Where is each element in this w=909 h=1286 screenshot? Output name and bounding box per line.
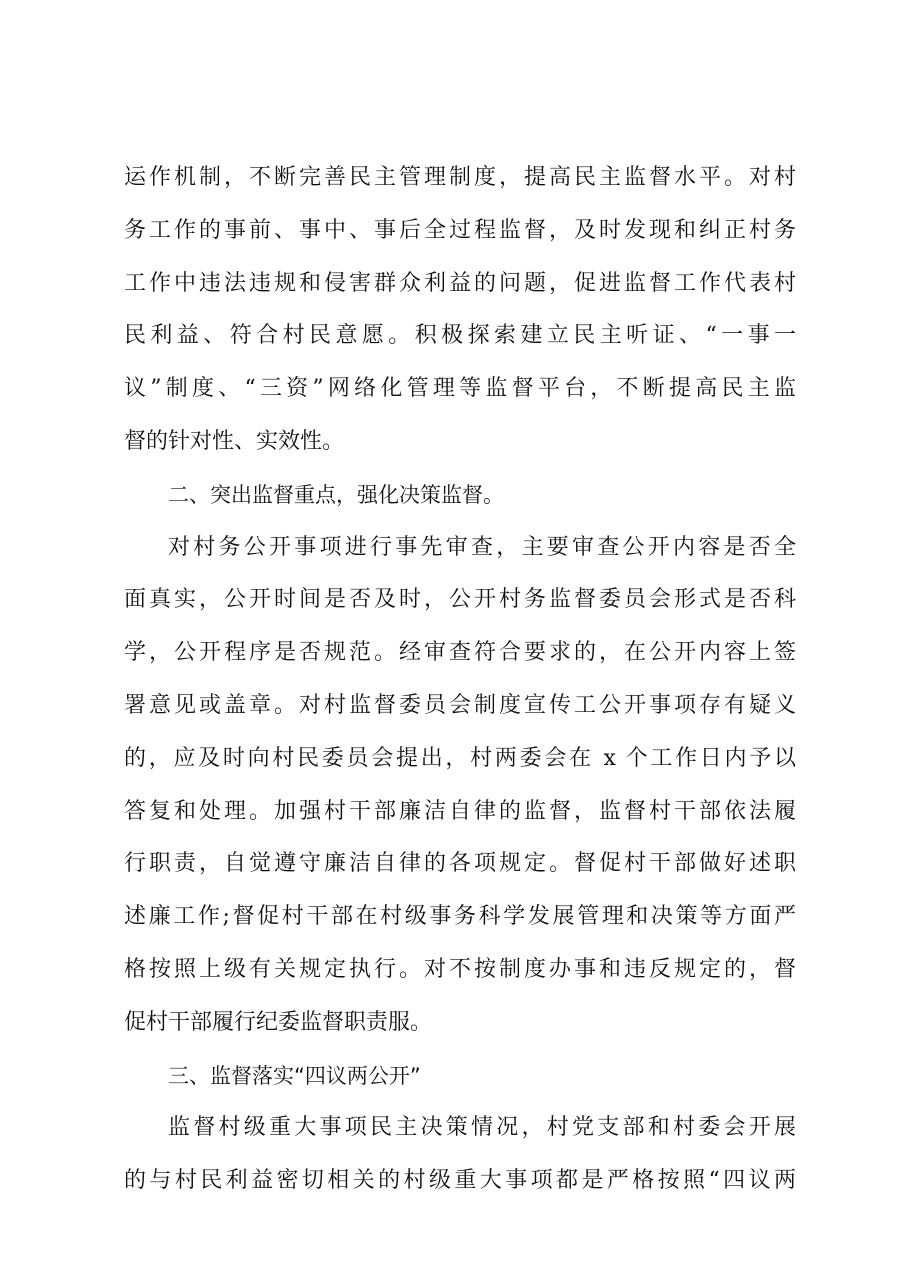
section-heading: 三、监督落实“四议两公开” xyxy=(168,1063,421,1088)
paragraph-line: 议”制度、“三资”网络化管理等监督平台，不断提高民主监 xyxy=(124,376,796,402)
paragraph-line: 促村干部履行纪委监督职责服。 xyxy=(124,1009,433,1035)
section-heading: 二、突出监督重点，强化决策监督。 xyxy=(168,482,504,507)
paragraph-line: 运作机制，不断完善民主管理制度，提高民主监督水平。对村 xyxy=(124,165,796,190)
paragraph-line: 工作中违法违规和侵害群众利益的问题，促进监督工作代表村 xyxy=(124,270,796,296)
paragraph-line: 对村务公开事项进行事先审查，主要审查公开内容是否全 xyxy=(168,534,796,560)
paragraph-line: 的，应及时向村民委员会提出，村两委会在 x 个工作日内予以 xyxy=(124,745,796,771)
paragraph-line: 监督村级重大事项民主决策情况，村党支部和村委会开展 xyxy=(168,1115,796,1141)
document-body xyxy=(124,152,796,1208)
paragraph-line: 督的针对性、实效性。 xyxy=(124,428,345,454)
paragraph-line: 民利益、符合村民意愿。积极探索建立民主听证、“一事一 xyxy=(124,323,796,349)
paragraph-line: 务工作的事前、事中、事后全过程监督，及时发现和纠正村务 xyxy=(124,217,796,243)
paragraph-line: 行职责，自觉遵守廉洁自律的各项规定。督促村干部做好述职 xyxy=(124,851,796,877)
paragraph-line: 答复和处理。加强村干部廉洁自律的监督，监督村干部依法履 xyxy=(124,798,796,824)
paragraph-line: 学，公开程序是否规范。经审查符合要求的，在公开内容上签 xyxy=(124,640,796,666)
paragraph-line: 的与村民利益密切相关的村级重大事项都是严格按照“四议两 xyxy=(124,1168,796,1194)
paragraph-line: 面真实，公开时间是否及时，公开村务监督委员会形式是否科 xyxy=(124,587,796,613)
paragraph-line: 格按照上级有关规定执行。对不按制度办事和违反规定的，督 xyxy=(124,956,796,982)
paragraph-line: 述廉工作;督促村干部在村级事务科学发展管理和决策等方面严 xyxy=(124,904,796,930)
paragraph-line: 署意见或盖章。对村监督委员会制度宣传工公开事项存有疑义 xyxy=(124,692,796,718)
